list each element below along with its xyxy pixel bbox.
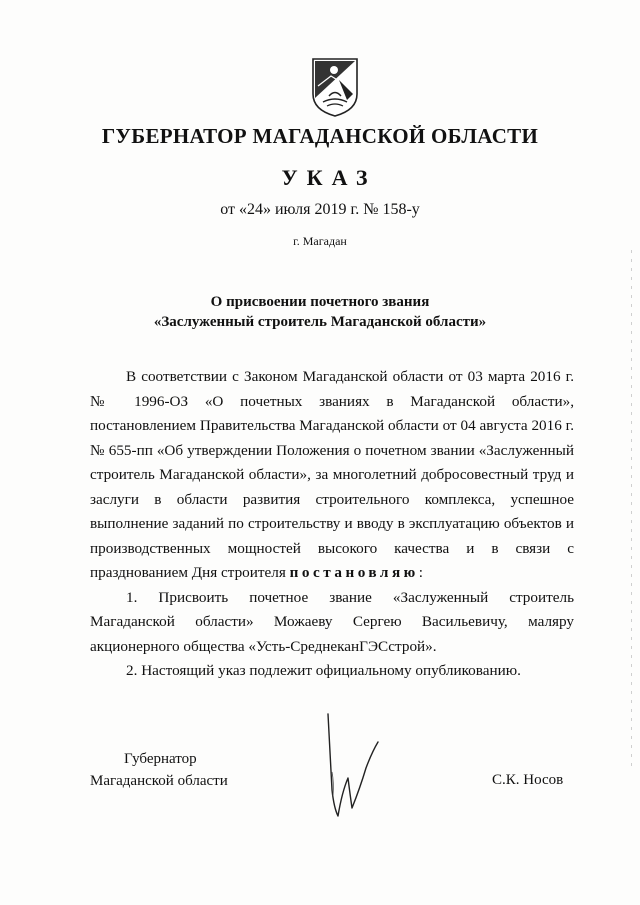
decree-item-2: 2. Настоящий указ подлежит официальному опубликованию.	[126, 662, 521, 679]
signatory-position-line-2: Магаданской области	[90, 773, 228, 789]
decree-keyword: постановляю	[289, 564, 419, 581]
coat-of-arms-emblem	[309, 56, 361, 118]
document-subject	[0, 292, 640, 332]
issuing-authority: ГУБЕРНАТОР МАГАДАНСКОЙ ОБЛАСТИ	[101, 124, 539, 148]
document-body	[90, 365, 574, 684]
decree-keyword-suffix: :	[418, 564, 424, 581]
preamble-paragraph	[90, 365, 574, 586]
document-date-number: от «24» июля 2019 г. № 158-у	[220, 201, 420, 218]
subject-line-1: О присвоении почетного звания	[210, 294, 430, 310]
signatory-name: С.К. Носов	[492, 772, 564, 788]
document-type: УКАЗ	[281, 165, 377, 190]
preamble-text: В соответствии с Законом Магаданской области от 03 марта 2016 г. № 1996-ОЗ «О почетных званиях в Магаданской области», постановлением Правительства Магаданской области от 04 августа 2016 г. № 655-пп «Об утверждении Положения о почетном звании «Заслуженный строитель Магаданской области», за многолетний добросовестный труд и заслуги в области развития строительного комплекса, успешное выполнение заданий по строительству и вводу в эксплуатацию объектов и производственных мощностей высокого качества и в связи с празднованием Дня строителя	[90, 368, 574, 581]
signatory-position-line-1: Губернатор	[124, 751, 197, 767]
subject-line-2: «Заслуженный строитель Магаданской области»	[153, 314, 487, 330]
handwritten-signature	[320, 712, 382, 822]
decree-item-1: 1. Присвоить почетное звание «Заслуженный строитель Магаданской области» Можаеву Сергею Васильевичу, маляру акционерного общества «Усть-СреднеканГЭСстрой».	[90, 588, 574, 655]
document-city: г. Магадан	[293, 234, 347, 248]
signatory-position	[90, 748, 228, 792]
scan-edge-artifact	[631, 250, 632, 770]
